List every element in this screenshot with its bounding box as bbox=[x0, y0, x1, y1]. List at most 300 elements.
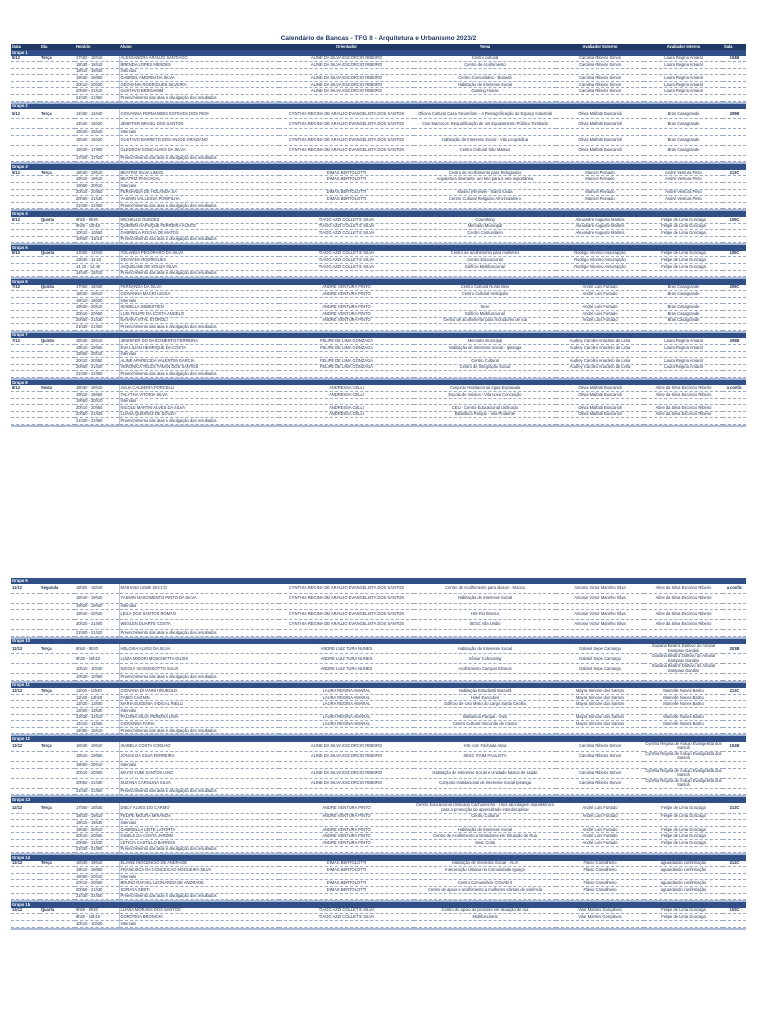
cell-external-examiner: Audrey Carolini Anacleto de Lima bbox=[556, 364, 644, 371]
cell-internal-examiner: André Ventura Pinto bbox=[644, 189, 723, 196]
cell-time: 19h10 - 19h50 bbox=[75, 751, 119, 761]
header-room: Sala bbox=[723, 44, 746, 50]
cell-student: Preenchimento das atas e divulgação dos resultados bbox=[119, 893, 279, 900]
cell-day bbox=[40, 664, 75, 674]
cell-date bbox=[11, 727, 40, 734]
cell-room bbox=[723, 155, 746, 162]
cell-day bbox=[40, 405, 75, 412]
cell-advisor: DIMAS BERTOLOTTI bbox=[279, 189, 414, 196]
cell-advisor: TIAGO AZZI COLLET E SILVA bbox=[279, 223, 414, 230]
cell-advisor: CYNTHIA REGINA DE ARAUJO EVANGELISTA DOS SANTOS bbox=[279, 593, 414, 603]
cell-external-examiner: Mayra Simone dos Santos bbox=[556, 721, 644, 728]
table-row bbox=[11, 751, 746, 761]
cell-date bbox=[11, 620, 40, 630]
table-row bbox=[11, 324, 746, 331]
cell-time: 19h50 - 20h10 bbox=[75, 761, 119, 768]
cell-room bbox=[723, 664, 746, 674]
cell-day bbox=[40, 230, 75, 237]
cell-advisor: TIAGO AZZI COLLET E SILVA bbox=[279, 257, 414, 264]
cell-student: Intervalo bbox=[119, 398, 279, 405]
cell-advisor: LAURA REGINA AMARAL bbox=[279, 714, 414, 721]
cell-external-examiner: Antonio Victor Marinho Silva bbox=[556, 584, 644, 594]
cell-room: 205B bbox=[723, 338, 746, 344]
cell-internal-examiner bbox=[644, 351, 723, 358]
cell-date: 13/12 bbox=[11, 908, 40, 914]
cell-internal-examiner: Aline da Silva Escórcio Ribeiro bbox=[644, 620, 723, 630]
cell-student: GUSTAVO BARRETO DOS ANJOS GRAZIANO bbox=[119, 135, 279, 145]
cell-student: Preenchimento das atas e divulgação dos resultados bbox=[119, 418, 279, 425]
cell-external-examiner: Marciel Peinado bbox=[556, 170, 644, 176]
cell-advisor bbox=[279, 351, 414, 358]
cell-topic: Habitação de Interesse Social - ALIA bbox=[414, 861, 556, 867]
cell-date bbox=[11, 68, 40, 75]
cell-time: 18h30 - 19h10 bbox=[75, 170, 119, 176]
group-label: Grupo 14 bbox=[11, 855, 746, 861]
table-row bbox=[11, 664, 746, 674]
cell-advisor bbox=[279, 920, 414, 927]
cell-internal-examiner: Aline da Silva Escórcio Ribeiro bbox=[644, 593, 723, 603]
cell-topic: Habitação de Interesse Social bbox=[414, 81, 556, 88]
cell-internal-examiner: Laura Regina Amaral bbox=[644, 56, 723, 62]
cell-student: Preenchimento das atas e divulgação dos resultados bbox=[119, 155, 279, 162]
cell-student: GEOVANIA RODRIGUES SILVEIRA bbox=[119, 81, 279, 88]
cell-time: 14h50 - 15h10 bbox=[75, 727, 119, 734]
cell-advisor: ALINE DA SILVA ESCORCIO RIBEIRO bbox=[279, 75, 414, 82]
separator-cell bbox=[11, 927, 746, 930]
table-row bbox=[11, 405, 746, 412]
cell-student: NICOLY VICENSSOTTO SALVI bbox=[119, 664, 279, 674]
cell-date: 12/12 bbox=[11, 861, 40, 867]
cell-topic: Centro de Integração Social bbox=[414, 364, 556, 371]
cell-time: 20h50 - 21h30 bbox=[75, 411, 119, 418]
cell-room bbox=[723, 914, 746, 921]
cell-student: BEATRIZ PASCHOAL bbox=[119, 176, 279, 183]
table-row bbox=[11, 196, 746, 203]
cell-topic: Centro de Acolhimento para idosos - Mooca bbox=[414, 584, 556, 594]
table-row bbox=[11, 727, 746, 734]
table-row bbox=[11, 714, 746, 721]
cell-advisor: DIMAS BERTOLOTTI bbox=[279, 176, 414, 183]
cell-topic: SESC Vila União bbox=[414, 620, 556, 630]
cell-external-examiner: Olivia Malfatti Buscarioli bbox=[556, 411, 644, 418]
cell-topic bbox=[414, 398, 556, 405]
table-row bbox=[11, 788, 746, 795]
cell-external-examiner bbox=[556, 708, 644, 715]
cell-room: 104B bbox=[723, 56, 746, 62]
cell-room bbox=[723, 344, 746, 351]
cell-internal-examiner: Marcelle Nunes Barbo bbox=[644, 694, 723, 701]
cell-advisor bbox=[279, 371, 414, 378]
cell-topic bbox=[414, 183, 556, 190]
table-row bbox=[11, 694, 746, 701]
cell-room bbox=[723, 196, 746, 203]
cell-room bbox=[723, 398, 746, 405]
cell-time: 19h10 - 19h30 bbox=[75, 68, 119, 75]
cell-advisor bbox=[279, 846, 414, 853]
cell-date bbox=[11, 761, 40, 768]
cell-student: Intervalo bbox=[119, 297, 279, 304]
cell-student: MARIANA LEME SECCO bbox=[119, 584, 279, 594]
cell-external-examiner: Carolina Ribeiro Simon bbox=[556, 75, 644, 82]
cell-advisor bbox=[279, 129, 414, 136]
cell-internal-examiner: Laura Regina Amaral bbox=[644, 81, 723, 88]
cell-topic bbox=[414, 630, 556, 637]
cell-student: FERNANDA DA SILVA bbox=[119, 285, 279, 291]
cell-day bbox=[40, 778, 75, 788]
cell-topic: Multifuncional bbox=[414, 914, 556, 921]
cell-room bbox=[723, 236, 746, 243]
group-label: Grupo 6 bbox=[11, 279, 746, 285]
cell-time: 14h10 - 14h50 bbox=[75, 721, 119, 728]
cell-external-examiner bbox=[556, 920, 644, 927]
cell-topic: Hotel Executivo bbox=[414, 694, 556, 701]
cell-day bbox=[40, 840, 75, 847]
table-row bbox=[11, 880, 746, 887]
cell-date: 12/12 bbox=[11, 644, 40, 654]
cell-internal-examiner bbox=[644, 893, 723, 900]
table-row bbox=[11, 721, 746, 728]
cell-internal-examiner: Felipe de Lima Gonzaga bbox=[644, 217, 723, 223]
cell-internal-examiner: Giuliana Beatriz Dalfovo do Amaral Sampaio Gandini bbox=[644, 654, 723, 664]
cell-topic bbox=[414, 129, 556, 136]
header-date: Data bbox=[11, 44, 40, 50]
cell-topic bbox=[414, 920, 556, 927]
cell-student: Preenchimento das atas e divulgação dos resultados bbox=[119, 202, 279, 209]
cell-internal-examiner: Marcelle Nunes Barbo bbox=[644, 714, 723, 721]
cell-topic: Centro cultural bbox=[414, 56, 556, 62]
cell-time: 18h30 - 19h10 bbox=[75, 385, 119, 391]
cell-topic: Escola de música - Vila nova Conceição bbox=[414, 391, 556, 398]
cell-time: 18h30 - 19h10 bbox=[75, 742, 119, 752]
cell-day: Quarta bbox=[40, 217, 75, 223]
cell-topic: Centro Cultural Nordestino bbox=[414, 285, 556, 291]
cell-student: QUEREN HAPUQUE FERREIRA KUNTZ bbox=[119, 223, 279, 230]
cell-time: 20h10 - 20h50 bbox=[75, 768, 119, 778]
cell-room bbox=[723, 840, 746, 847]
cell-advisor bbox=[279, 95, 414, 102]
cell-external-examiner: Alexandre Augusto Martins bbox=[556, 217, 644, 223]
cell-student: SUZANA CAROLINA SILVA bbox=[119, 778, 279, 788]
table-row bbox=[11, 391, 746, 398]
cell-topic: Mercado municipal bbox=[414, 338, 556, 344]
cell-student: LEILA DOS SANTOS ROMAO bbox=[119, 610, 279, 620]
cell-time: 10h10 - 10h50 bbox=[75, 230, 119, 237]
cell-date bbox=[11, 610, 40, 620]
cell-internal-examiner: André Ventura Pinto bbox=[644, 196, 723, 203]
table-row bbox=[11, 867, 746, 874]
table-row bbox=[11, 129, 746, 136]
table-row bbox=[11, 88, 746, 95]
cell-internal-examiner: Felipe de Lima Gonzaga bbox=[644, 908, 723, 914]
cell-advisor: ALINE DA SILVA ESCORCIO RIBEIRO bbox=[279, 768, 414, 778]
cell-room bbox=[723, 701, 746, 708]
cell-day bbox=[40, 311, 75, 318]
cell-day bbox=[40, 257, 75, 264]
cell-day bbox=[40, 411, 75, 418]
table-row bbox=[11, 119, 746, 129]
cell-date bbox=[11, 664, 40, 674]
cell-day bbox=[40, 893, 75, 900]
cell-time: 19h50 - 20h10 bbox=[75, 398, 119, 405]
cell-advisor: ANDRE VENTURA PINTO bbox=[279, 317, 414, 324]
cell-external-examiner: Olivia Malfatti Buscarioli bbox=[556, 385, 644, 391]
cell-advisor: LAURA REGINA AMARAL bbox=[279, 694, 414, 701]
cell-time: 20h10 - 20h50 bbox=[75, 189, 119, 196]
cell-student: BEATRIZ SILVA LIMAO bbox=[119, 170, 279, 176]
cell-internal-examiner bbox=[644, 630, 723, 637]
cell-topic bbox=[414, 418, 556, 425]
cell-date bbox=[11, 202, 40, 209]
cell-date bbox=[11, 751, 40, 761]
cell-topic: Centro de Acolhimento bbox=[414, 62, 556, 69]
cell-topic: Habitação de Interesse Social bbox=[414, 826, 556, 833]
cell-student: NICOLE MARTIN ALVES DA SILVA bbox=[119, 405, 279, 412]
cell-room bbox=[723, 654, 746, 664]
cell-room bbox=[723, 873, 746, 880]
group-label: Grupo 10 bbox=[11, 639, 746, 645]
cell-advisor: FELIPE DE LIMA GONZAGA bbox=[279, 364, 414, 371]
cell-topic: Edifício de Uso Misto do Largo Santa Cecília bbox=[414, 701, 556, 708]
cell-internal-examiner bbox=[644, 183, 723, 190]
cell-topic bbox=[414, 155, 556, 162]
cell-advisor: ANDRESSA CELLI bbox=[279, 385, 414, 391]
cell-internal-examiner: Felipe de Lima Gonzaga bbox=[644, 251, 723, 257]
cell-internal-examiner: Laura Regina Amaral bbox=[644, 358, 723, 365]
cell-internal-examiner: Bras Casagrande bbox=[644, 285, 723, 291]
cell-advisor: ALINE DA SILVA ESCORCIO RIBEIRO bbox=[279, 88, 414, 95]
cell-internal-examiner: Bras Casagrande bbox=[644, 109, 723, 119]
cell-student: Intervalo bbox=[119, 129, 279, 136]
table-row bbox=[11, 644, 746, 654]
cell-time: 17h50 - 18h10 bbox=[75, 56, 119, 62]
table-row bbox=[11, 257, 746, 264]
cell-date: 11/12 bbox=[11, 584, 40, 594]
cell-date bbox=[11, 880, 40, 887]
table-row bbox=[11, 768, 746, 778]
cell-external-examiner: Flávio Carvalheiro bbox=[556, 861, 644, 867]
cell-external-examiner: Mayra Simone dos Santos bbox=[556, 714, 644, 721]
cell-room bbox=[723, 813, 746, 820]
cell-student: Intervalo bbox=[119, 873, 279, 880]
cell-time: 19h40 - 20h20 bbox=[75, 610, 119, 620]
cell-advisor: TIAGO AZZI COLLET E SILVA bbox=[279, 263, 414, 270]
cell-internal-examiner: Felipe de Lima Gonzaga bbox=[644, 833, 723, 840]
cell-internal-examiner: Cynthia Regina de Araujo Evangelista dos Santos bbox=[645, 778, 722, 788]
cell-day: Sexta bbox=[40, 385, 75, 391]
cell-advisor bbox=[279, 202, 414, 209]
cell-time: 10h30 - 10h50 bbox=[75, 674, 119, 681]
cell-time: 21h30 - 21h50 bbox=[75, 418, 119, 425]
cell-student: PALOMA SILVA PEREIRA LIMA bbox=[119, 714, 279, 721]
cell-advisor: ANDRE VENTURA PINTO bbox=[279, 826, 414, 833]
cell-advisor: TIAGO AZZI COLLET E SILVA bbox=[279, 908, 414, 914]
cell-day bbox=[40, 145, 75, 155]
cell-internal-examiner: Laura Regina Amaral bbox=[644, 88, 723, 95]
schedule-page-2 bbox=[11, 578, 746, 930]
cell-time: 19h10 - 19h30 bbox=[75, 820, 119, 827]
cell-room: 212C bbox=[723, 861, 746, 867]
cell-student: Intervalo bbox=[119, 68, 279, 75]
cell-external-examiner bbox=[556, 270, 644, 277]
cell-external-examiner: Rodrigo Vitorino Assumpção bbox=[556, 251, 644, 257]
cell-advisor: CYNTHIA REGINA DE ARAUJO EVANGELISTA DOS SANTOS bbox=[279, 109, 414, 119]
cell-topic bbox=[414, 708, 556, 715]
cell-time: 19h50 - 20h10 bbox=[75, 183, 119, 190]
cell-room bbox=[723, 630, 746, 637]
cell-day bbox=[40, 62, 75, 69]
cell-advisor: CYNTHIA REGINA DE ARAUJO EVANGELISTA DOS SANTOS bbox=[279, 135, 414, 145]
cell-day bbox=[40, 873, 75, 880]
cell-advisor bbox=[279, 727, 414, 734]
cell-day: Quinta bbox=[40, 338, 75, 344]
cell-topic: Centro Comunitário COHAB II bbox=[414, 880, 556, 887]
cell-time: 20h50 - 21h30 bbox=[75, 196, 119, 203]
cell-student: GUSTAVO BERGAMIM bbox=[119, 88, 279, 95]
cell-day bbox=[40, 95, 75, 102]
cell-date bbox=[11, 145, 40, 155]
cell-external-examiner bbox=[556, 202, 644, 209]
cell-topic: Habitação Estudantil Butantã bbox=[414, 688, 556, 694]
cell-student: Intervalo bbox=[119, 708, 279, 715]
cell-advisor: DIMAS BERTOLOTTI bbox=[279, 887, 414, 894]
cell-room bbox=[723, 304, 746, 311]
cell-time: 20h20 - 21h00 bbox=[75, 620, 119, 630]
cell-time: 13h40 - 14:10 bbox=[75, 257, 119, 264]
cell-advisor bbox=[279, 893, 414, 900]
cell-student: Intervalo bbox=[119, 183, 279, 190]
cell-day bbox=[40, 189, 75, 196]
cell-external-examiner: Marciel Peinado bbox=[556, 196, 644, 203]
cell-external-examiner: Gabriel Sepe Camargo bbox=[556, 664, 644, 674]
cell-internal-examiner: Cynthia Regina de Araujo Evangelista dos Santos bbox=[645, 741, 722, 751]
table-row bbox=[11, 317, 746, 324]
cell-advisor: ANDRE VENTURA PINTO bbox=[279, 285, 414, 291]
cell-student: JONAS DA SILVA FERREIRA bbox=[119, 751, 279, 761]
cell-topic: Gaming House bbox=[414, 88, 556, 95]
cell-time: 20h50 - 21h30 bbox=[75, 887, 119, 894]
cell-day bbox=[40, 81, 75, 88]
cell-student: MARIA EUGENIA VIDIGAL RIELLI bbox=[119, 701, 279, 708]
cell-time: 13h00 - 13h40 bbox=[75, 251, 119, 257]
cell-time: 19h10 - 19h50 bbox=[75, 867, 119, 874]
cell-time: 19h10 - 19h50 bbox=[75, 344, 119, 351]
cell-student: FABIO CAGNIN bbox=[119, 694, 279, 701]
cell-date: 8/12 bbox=[11, 385, 40, 391]
cell-time: 19h30 - 19h50 bbox=[75, 75, 119, 82]
cell-student: NAYARA VITAL STOROLI bbox=[119, 317, 279, 324]
cell-student: YASMIN VALLESSA POMPILHA bbox=[119, 196, 279, 203]
cell-topic bbox=[414, 761, 556, 768]
cell-day: Quarta bbox=[40, 908, 75, 914]
cell-day bbox=[40, 68, 75, 75]
cell-day bbox=[40, 833, 75, 840]
cell-date: 6/12 bbox=[11, 217, 40, 223]
cell-date bbox=[11, 344, 40, 351]
cell-student: GIOVANNA FARIA bbox=[119, 721, 279, 728]
cell-topic: Mercado Municipal bbox=[414, 223, 556, 230]
cell-day bbox=[40, 129, 75, 136]
cell-date: 12/12 bbox=[11, 803, 40, 814]
cell-topic: Sesc Cotia bbox=[414, 840, 556, 847]
table-row bbox=[11, 398, 746, 405]
cell-topic bbox=[414, 236, 556, 243]
cell-room: 209B bbox=[723, 109, 746, 119]
cell-external-examiner: Flávio Carvalheiro bbox=[556, 867, 644, 874]
cell-time: 18h30 - 19h10 bbox=[75, 861, 119, 867]
table-row bbox=[11, 62, 746, 69]
cell-internal-examiner bbox=[644, 708, 723, 715]
cell-time: 9h30 - 10h10 bbox=[75, 223, 119, 230]
cell-internal-examiner: Giuliana Beatriz Dalfovo do Amaral Sampaio Gandini bbox=[644, 664, 723, 674]
cell-date bbox=[11, 223, 40, 230]
cell-advisor: CYNTHIA REGINA DE ARAUJO EVANGELISTA DOS SANTOS bbox=[279, 620, 414, 630]
cell-topic: SESC ITAIM PAULISTA bbox=[414, 751, 556, 761]
table-row bbox=[11, 109, 746, 119]
cell-topic: Habitação de Interesse Social bbox=[414, 593, 556, 603]
cell-date bbox=[11, 364, 40, 371]
cell-day: Terça bbox=[40, 742, 75, 752]
cell-room bbox=[723, 351, 746, 358]
cell-external-examiner: Flávio Carvalheiro bbox=[556, 887, 644, 894]
cell-internal-examiner: Giuliana Beatriz Dalfovo do Amaral Sampaio Gandini bbox=[644, 644, 723, 654]
cell-date bbox=[11, 846, 40, 853]
cell-day bbox=[40, 358, 75, 365]
cell-day bbox=[40, 727, 75, 734]
cell-external-examiner: André Luís Furtado bbox=[556, 840, 644, 847]
cell-room bbox=[723, 405, 746, 412]
table-row bbox=[11, 183, 746, 190]
cell-internal-examiner bbox=[644, 236, 723, 243]
cell-time: 20h10 - 20h50 bbox=[75, 833, 119, 840]
cell-topic: Centro de Acolhimento a Moradores em Situação de Rua bbox=[414, 833, 556, 840]
cell-date bbox=[11, 324, 40, 331]
cell-date bbox=[11, 311, 40, 318]
cell-time: 17h00 - 17h20 bbox=[75, 155, 119, 162]
cell-room bbox=[723, 620, 746, 630]
table-row bbox=[11, 887, 746, 894]
cell-time: 12h20 - 13h00 bbox=[75, 701, 119, 708]
cell-date bbox=[11, 674, 40, 681]
table-row bbox=[11, 813, 746, 820]
table-row bbox=[11, 674, 746, 681]
table-row bbox=[11, 358, 746, 365]
cell-room: 105C bbox=[723, 908, 746, 914]
cell-time: 18h40 - 19h20 bbox=[75, 593, 119, 603]
cell-time: 20h10 - 20h50 bbox=[75, 405, 119, 412]
cell-time: 19h50 - 20h10 bbox=[75, 351, 119, 358]
cell-external-examiner: Olivia Malfatti Buscarioli bbox=[556, 145, 644, 155]
cell-topic bbox=[414, 95, 556, 102]
cell-internal-examiner: Felipe de Lima Gonzaga bbox=[644, 803, 723, 814]
cell-day bbox=[40, 920, 75, 927]
cell-advisor: ALINE DA SILVA ESCORCIO RIBEIRO bbox=[279, 62, 414, 69]
table-row bbox=[11, 833, 746, 840]
cell-student: LUANA MORAES DOS SANTOS bbox=[119, 908, 279, 914]
cell-date bbox=[11, 304, 40, 311]
cell-topic: Intervenção Urbana na Comunidade Iguaça bbox=[414, 867, 556, 874]
cell-room bbox=[723, 358, 746, 365]
cell-student: Intervalo bbox=[119, 761, 279, 768]
cell-date bbox=[11, 893, 40, 900]
cell-student: GIOVANNA MACRI LESSA bbox=[119, 291, 279, 298]
cell-external-examiner bbox=[556, 893, 644, 900]
cell-external-examiner bbox=[556, 630, 644, 637]
cell-advisor: LAURA REGINA AMARAL bbox=[279, 701, 414, 708]
table-row bbox=[11, 145, 746, 155]
cell-time: 16h20 - 17h00 bbox=[75, 145, 119, 155]
cell-external-examiner: Olivia Malfatti Buscarioli bbox=[556, 405, 644, 412]
cell-date bbox=[11, 95, 40, 102]
